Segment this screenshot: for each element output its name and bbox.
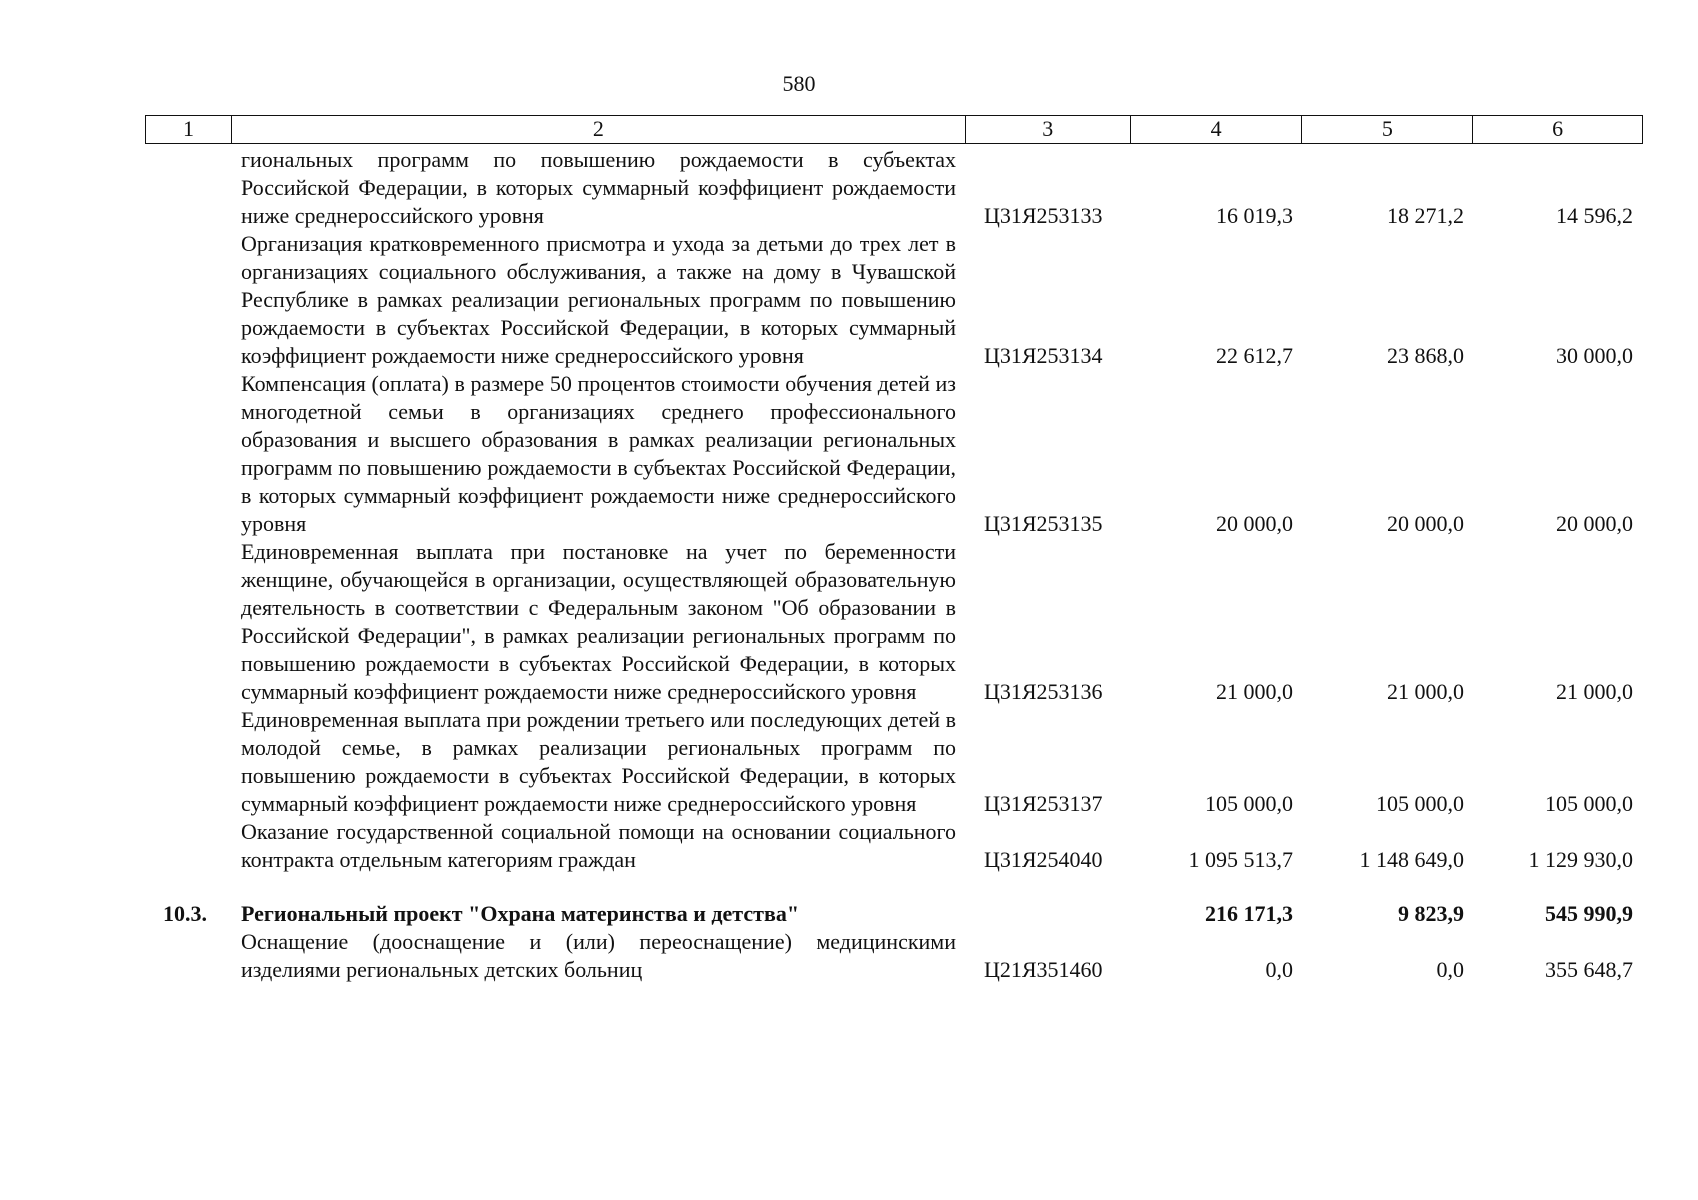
row-spacer bbox=[145, 874, 1643, 900]
table-row bbox=[145, 370, 1643, 538]
table-body bbox=[145, 146, 1643, 984]
row-code: Ц31Я253134 bbox=[984, 343, 1103, 368]
table-row bbox=[145, 706, 1643, 818]
row-value-col4: 20 000,0 bbox=[1216, 511, 1293, 536]
row-value-col6: 21 000,0 bbox=[1556, 679, 1633, 704]
row-code: Ц21Я351460 bbox=[984, 957, 1103, 982]
table-row bbox=[145, 230, 1643, 370]
section-title: Региональный проект "Охрана материнства и детства" bbox=[241, 901, 800, 926]
row-value-col6: 30 000,0 bbox=[1556, 343, 1633, 368]
header-col-5: 5 bbox=[1302, 116, 1473, 143]
row-description: Компенсация (оплата) в размере 50 процентов стоимости обучения детей из многодетной семьи в организациях среднего профессионального образования и высшего образования в рамках реализации региональных программ по повышению рождаемости в субъектах Российской Федерации, в которых суммарный коэффициент рождаемости ниже среднероссийского уровня bbox=[241, 371, 956, 536]
row-value-col6: 20 000,0 bbox=[1556, 511, 1633, 536]
row-description: Организация кратковременного присмотра и ухода за детьми до трех лет в организациях социального обслуживания, а также на дому в Чувашской Республике в рамках реализации региональных программ по повышению рождаемости в субъектах Российской Федерации, в которых суммарный коэффициент рождаемости ниже среднероссийского уровня bbox=[241, 231, 956, 368]
row-value-col4: 105 000,0 bbox=[1205, 791, 1293, 816]
row-value-col5: 20 000,0 bbox=[1387, 511, 1464, 536]
row-description: Оснащение (дооснащение и (или) переоснащение) медицинскими изделиями региональных детских больниц bbox=[241, 929, 956, 982]
row-value-col4: 1 095 513,7 bbox=[1188, 847, 1293, 872]
table-row-section bbox=[145, 900, 1643, 928]
row-description: гиональных программ по повышению рождаемости в субъектах Российской Федерации, в которых суммарный коэффициент рождаемости ниже среднероссийского уровня bbox=[241, 147, 956, 228]
section-value-col4: 216 171,3 bbox=[1205, 901, 1293, 926]
header-col-4: 4 bbox=[1131, 116, 1303, 143]
row-value-col6: 14 596,2 bbox=[1556, 203, 1633, 228]
row-value-col5: 1 148 649,0 bbox=[1359, 847, 1464, 872]
row-description: Единовременная выплата при постановке на учет по беременности женщине, обучающейся в организации, осуществляющей образовательную деятельность в соответствии с Федеральным законом "Об образовании в Российской Федерации", в рамках реализации региональных программ по повышению рождаемости в субъектах Российской Федерации, в которых суммарный коэффициент рождаемости ниже среднероссийского уровня bbox=[241, 539, 956, 704]
header-col-3: 3 bbox=[966, 116, 1131, 143]
header-col-2: 2 bbox=[232, 116, 966, 143]
row-value-col4: 16 019,3 bbox=[1216, 203, 1293, 228]
header-col-6: 6 bbox=[1552, 116, 1564, 141]
row-value-col5: 0,0 bbox=[1436, 957, 1464, 982]
section-index: 10.3. bbox=[163, 901, 207, 926]
row-value-col5: 23 868,0 bbox=[1387, 343, 1464, 368]
row-value-col4: 22 612,7 bbox=[1216, 343, 1293, 368]
row-value-col5: 21 000,0 bbox=[1387, 679, 1464, 704]
row-description: Единовременная выплата при рождении третьего или последующих детей в молодой семье, в рамках реализации региональных программ по повышению рождаемости в субъектах Российской Федерации, в которых суммарный коэффициент рождаемости ниже среднероссийского уровня bbox=[241, 707, 956, 816]
row-value-col5: 105 000,0 bbox=[1376, 791, 1464, 816]
row-value-col4: 0,0 bbox=[1265, 957, 1293, 982]
row-code: Ц31Я253133 bbox=[984, 203, 1103, 228]
section-value-col6: 545 990,9 bbox=[1545, 901, 1633, 926]
row-value-col4: 21 000,0 bbox=[1216, 679, 1293, 704]
row-code: Ц31Я253137 bbox=[984, 791, 1103, 816]
header-col-1: 1 bbox=[146, 116, 232, 143]
row-value-col6: 1 129 930,0 bbox=[1528, 847, 1633, 872]
table-row bbox=[145, 538, 1643, 706]
section-value-col5: 9 823,9 bbox=[1398, 901, 1464, 926]
table-row bbox=[145, 146, 1643, 230]
table-row bbox=[145, 818, 1643, 874]
table-header bbox=[145, 115, 1643, 144]
row-code: Ц31Я254040 bbox=[984, 847, 1103, 872]
row-value-col6: 355 648,7 bbox=[1545, 957, 1633, 982]
table-row bbox=[145, 928, 1643, 984]
row-value-col6: 105 000,0 bbox=[1545, 791, 1633, 816]
row-value-col5: 18 271,2 bbox=[1387, 203, 1464, 228]
row-code: Ц31Я253135 bbox=[984, 511, 1103, 536]
page-number: 580 bbox=[782, 71, 816, 96]
row-code: Ц31Я253136 bbox=[984, 679, 1103, 704]
row-description: Оказание государственной социальной помощи на основании социального контракта отдельным категориям граждан bbox=[241, 819, 956, 872]
